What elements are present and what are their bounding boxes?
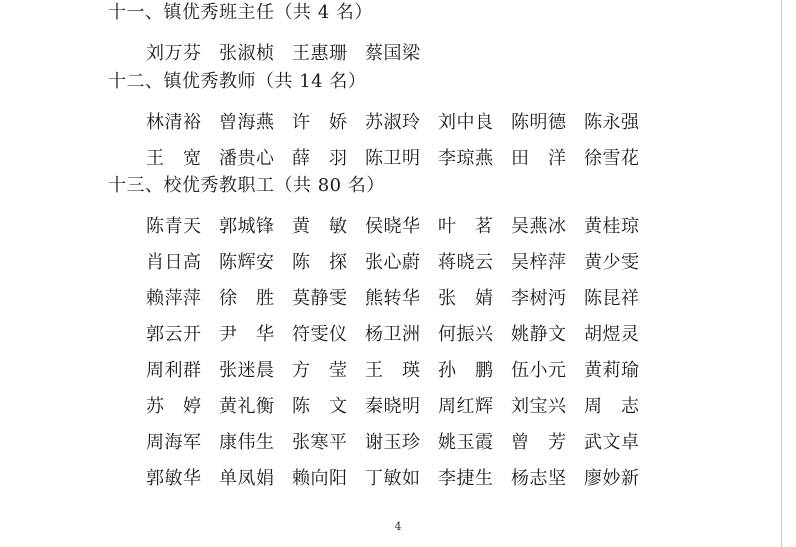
person-name: 郭敏华 xyxy=(146,468,202,489)
name-row xyxy=(146,279,657,315)
person-name: 张 婧 xyxy=(438,288,494,309)
name-row xyxy=(146,207,657,243)
person-name: 杨志坚 xyxy=(511,468,567,489)
person-name: 苏淑玲 xyxy=(365,112,421,133)
person-name: 徐 胜 xyxy=(219,288,275,309)
person-name: 薛 羽 xyxy=(292,148,348,169)
person-name: 尹 华 xyxy=(219,324,275,345)
person-name: 杨卫洲 xyxy=(365,324,421,345)
person-name: 蔡国梁 xyxy=(365,43,421,64)
person-name: 叶 茗 xyxy=(438,216,494,237)
person-name: 丁敏如 xyxy=(365,468,421,489)
name-list xyxy=(146,207,657,495)
person-name: 廖妙新 xyxy=(584,468,640,489)
section-town-teachers xyxy=(108,71,657,175)
person-name: 莫静雯 xyxy=(292,288,348,309)
person-name: 周利群 xyxy=(146,360,202,381)
person-name: 张淑桢 xyxy=(219,43,275,64)
person-name: 陈昆祥 xyxy=(584,288,640,309)
person-name: 黄少雯 xyxy=(584,252,640,273)
person-name: 陈青天 xyxy=(146,216,202,237)
person-name: 周红辉 xyxy=(438,396,494,417)
name-row xyxy=(146,423,657,459)
section-heading: 十二、镇优秀教师（共 14 名） xyxy=(108,71,367,92)
section-school-staff xyxy=(108,175,657,495)
name-list xyxy=(146,103,657,175)
person-name: 赖萍萍 xyxy=(146,288,202,309)
person-name: 胡煜灵 xyxy=(584,324,640,345)
person-name: 康伟生 xyxy=(219,432,275,453)
name-row xyxy=(146,34,657,70)
person-name: 方 莹 xyxy=(292,360,348,381)
person-name: 周 志 xyxy=(584,396,640,417)
person-name: 黄桂琼 xyxy=(584,216,640,237)
person-name: 徐雪花 xyxy=(584,148,640,169)
person-name: 李琼燕 xyxy=(438,148,494,169)
person-name: 张迷晨 xyxy=(219,360,275,381)
person-name: 伍小元 xyxy=(511,360,567,381)
person-name: 符雯仪 xyxy=(292,324,348,345)
name-row xyxy=(146,103,657,139)
person-name: 郭城锋 xyxy=(219,216,275,237)
person-name: 蒋晓云 xyxy=(438,252,494,273)
person-name: 赖向阳 xyxy=(292,468,348,489)
name-row xyxy=(146,351,657,387)
name-row xyxy=(146,243,657,279)
person-name: 秦晓明 xyxy=(365,396,421,417)
person-name: 陈 探 xyxy=(292,252,348,273)
person-name: 吴燕冰 xyxy=(511,216,567,237)
person-name: 林清裕 xyxy=(146,112,202,133)
person-name: 许 娇 xyxy=(292,112,348,133)
section-town-head-teachers xyxy=(108,2,657,70)
person-name: 武文卓 xyxy=(584,432,640,453)
name-list xyxy=(146,34,657,70)
person-name: 何振兴 xyxy=(438,324,494,345)
person-name: 黄 敏 xyxy=(292,216,348,237)
person-name: 郭云开 xyxy=(146,324,202,345)
person-name: 曾 芳 xyxy=(511,432,567,453)
name-row xyxy=(146,139,657,175)
person-name: 姚静文 xyxy=(511,324,567,345)
person-name: 张心蔚 xyxy=(365,252,421,273)
page-number: 4 xyxy=(394,520,402,533)
person-name: 王惠珊 xyxy=(292,43,348,64)
person-name: 王 瑛 xyxy=(365,360,421,381)
person-name: 潘贵心 xyxy=(219,148,275,169)
person-name: 谢玉珍 xyxy=(365,432,421,453)
person-name: 陈明德 xyxy=(511,112,567,133)
person-name: 肖日高 xyxy=(146,252,202,273)
person-name: 孙 鹏 xyxy=(438,360,494,381)
person-name: 田 洋 xyxy=(511,148,567,169)
person-name: 刘中良 xyxy=(438,112,494,133)
person-name: 姚玉霞 xyxy=(438,432,494,453)
person-name: 单凤娟 xyxy=(219,468,275,489)
name-row xyxy=(146,315,657,351)
person-name: 李树沔 xyxy=(511,288,567,309)
person-name: 曾海燕 xyxy=(219,112,275,133)
person-name: 黄莉瑜 xyxy=(584,360,640,381)
person-name: 刘万芬 xyxy=(146,43,202,64)
person-name: 陈卫明 xyxy=(365,148,421,169)
person-name: 吴梓萍 xyxy=(511,252,567,273)
section-heading: 十一、镇优秀班主任（共 4 名） xyxy=(108,2,373,23)
name-row xyxy=(146,459,657,495)
person-name: 侯晓华 xyxy=(365,216,421,237)
person-name: 黄礼衡 xyxy=(219,396,275,417)
name-row xyxy=(146,387,657,423)
person-name: 张寒平 xyxy=(292,432,348,453)
person-name: 王 宽 xyxy=(146,148,202,169)
person-name: 李捷生 xyxy=(438,468,494,489)
scan-edge-line xyxy=(781,0,782,547)
person-name: 周海军 xyxy=(146,432,202,453)
section-heading: 十三、校优秀教职工（共 80 名） xyxy=(108,175,385,196)
person-name: 熊转华 xyxy=(365,288,421,309)
person-name: 陈 文 xyxy=(292,396,348,417)
person-name: 陈永强 xyxy=(584,112,640,133)
person-name: 苏 婷 xyxy=(146,396,202,417)
person-name: 陈辉安 xyxy=(219,252,275,273)
person-name: 刘宝兴 xyxy=(511,396,567,417)
